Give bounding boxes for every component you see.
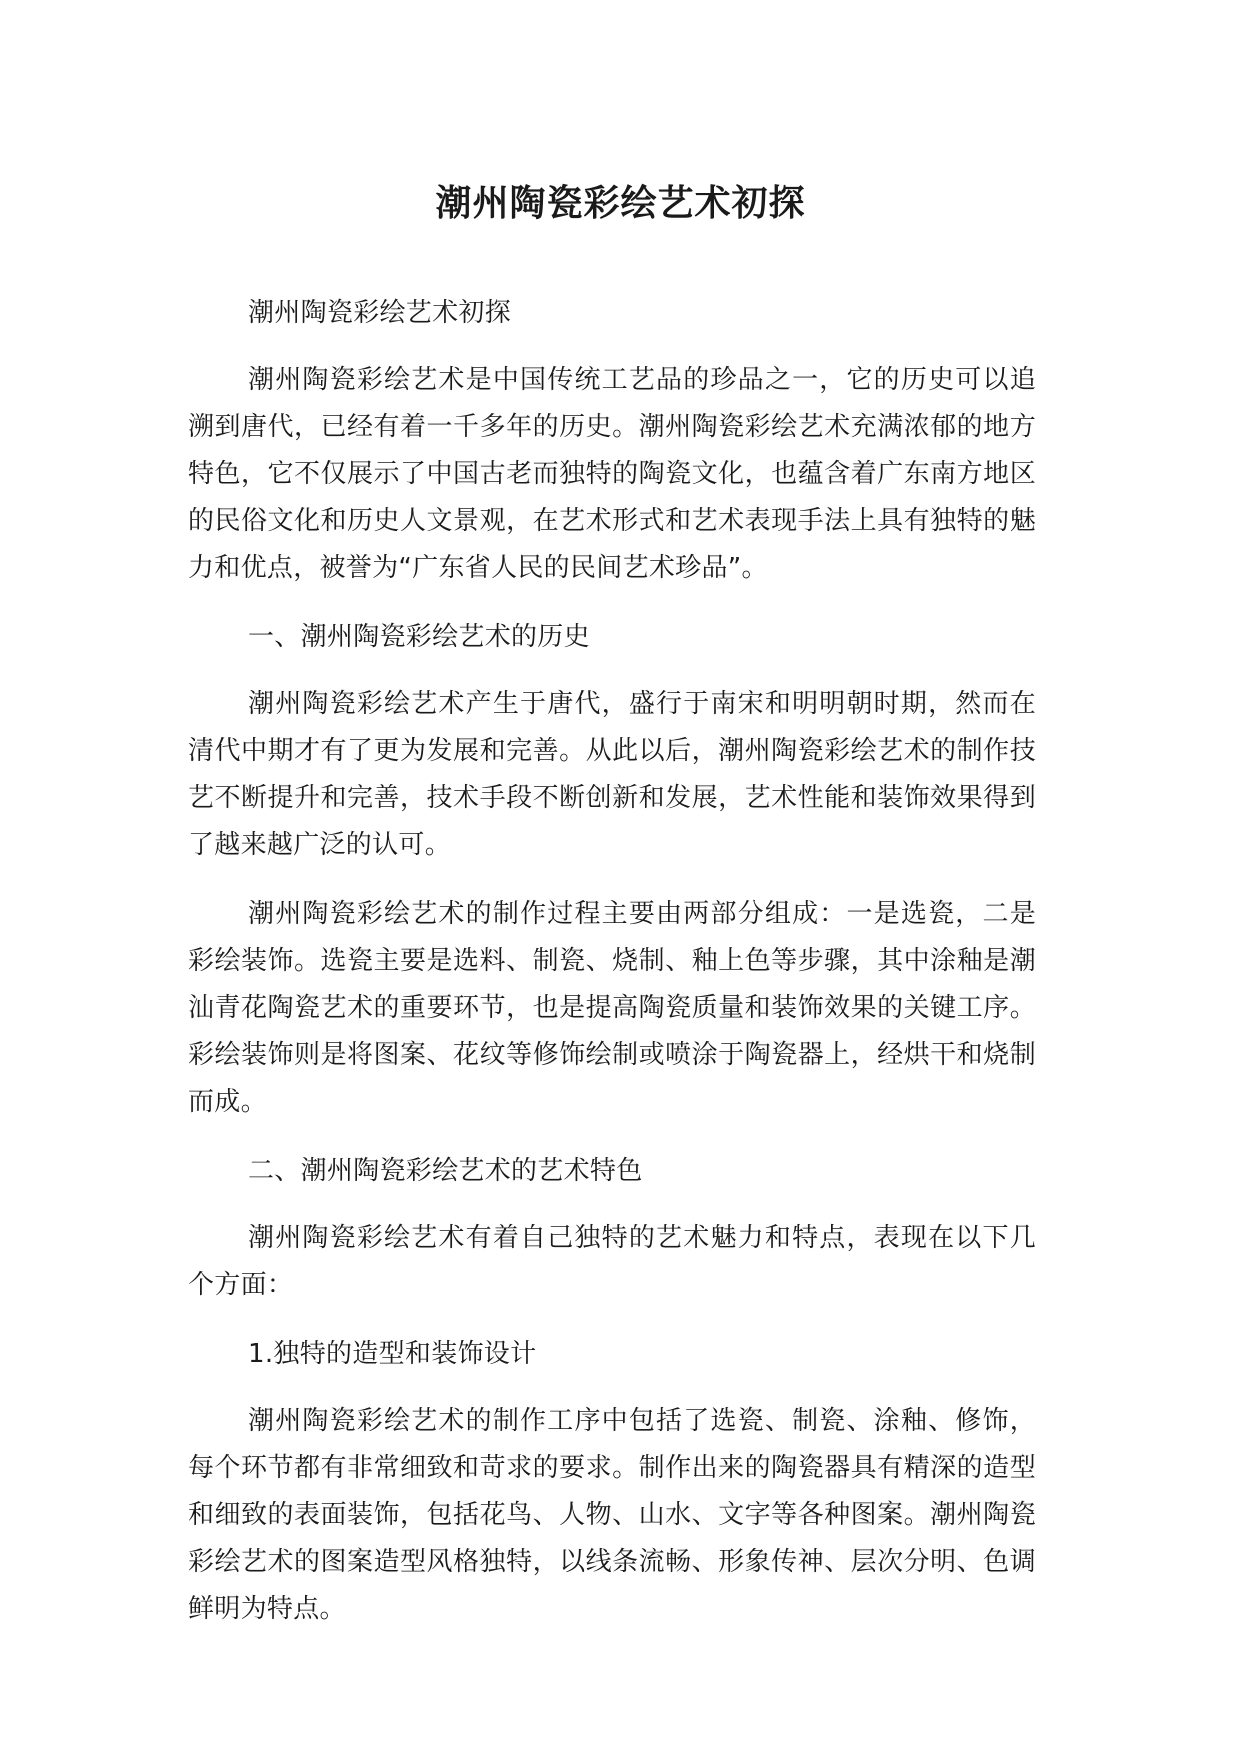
document-body xyxy=(188,290,1036,1655)
document-title: 潮州陶瓷彩绘艺术初探 xyxy=(435,183,806,224)
paragraph-features-intro: 潮州陶瓷彩绘艺术有着自己独特的艺术魅力和特点，表现在以下几个方面： xyxy=(188,1223,1036,1300)
paragraph-history: 潮州陶瓷彩绘艺术产生于唐代，盛行于南宋和明明朝时期，然而在清代中期才有了更为发展和完善。从此以后，潮州陶瓷彩绘艺术的制作技艺不断提升和完善，技术手段不断创新和发展，艺术性能和装饰效果得到了越来越广泛的认可。 xyxy=(188,689,1036,860)
intro-subtitle: 潮州陶瓷彩绘艺术初探 xyxy=(248,298,512,328)
paragraph-design: 潮州陶瓷彩绘艺术的制作工序中包括了选瓷、制瓷、涂釉、修饰，每个环节都有非常细致和苛求的要求。制作出来的陶瓷器具有精深的造型和细致的表面装饰，包括花鸟、人物、山水、文字等各种图案。潮州陶瓷彩绘艺术的图案造型风格独特，以线条流畅、形象传神、层次分明、色调鲜明为特点。 xyxy=(188,1406,1036,1624)
section-heading-features: 二、潮州陶瓷彩绘艺术的艺术特色 xyxy=(248,1156,643,1186)
subsection-heading-design: 1.独特的造型和装饰设计 xyxy=(248,1339,537,1369)
section-heading-history: 一、潮州陶瓷彩绘艺术的历史 xyxy=(248,622,590,652)
paragraph-intro: 潮州陶瓷彩绘艺术是中国传统工艺品的珍品之一，它的历史可以追溯到唐代，已经有着一千多年的历史。潮州陶瓷彩绘艺术充满浓郁的地方特色，它不仅展示了中国古老而独特的陶瓷文化，也蕴含着广东南方地区的民俗文化和历史人文景观，在艺术形式和艺术表现手法上具有独特的魅力和优点，被誉为“广东省人民的民间艺术珍品”。 xyxy=(188,365,1036,583)
paragraph-process: 潮州陶瓷彩绘艺术的制作过程主要由两部分组成：一是选瓷，二是彩绘装饰。选瓷主要是选料、制瓷、烧制、釉上色等步骤，其中涂釉是潮汕青花陶瓷艺术的重要环节，也是提高陶瓷质量和装饰效果的关键工序。彩绘装饰则是将图案、花纹等修饰绘制或喷涂于陶瓷器上，经烘干和烧制而成。 xyxy=(188,899,1036,1117)
